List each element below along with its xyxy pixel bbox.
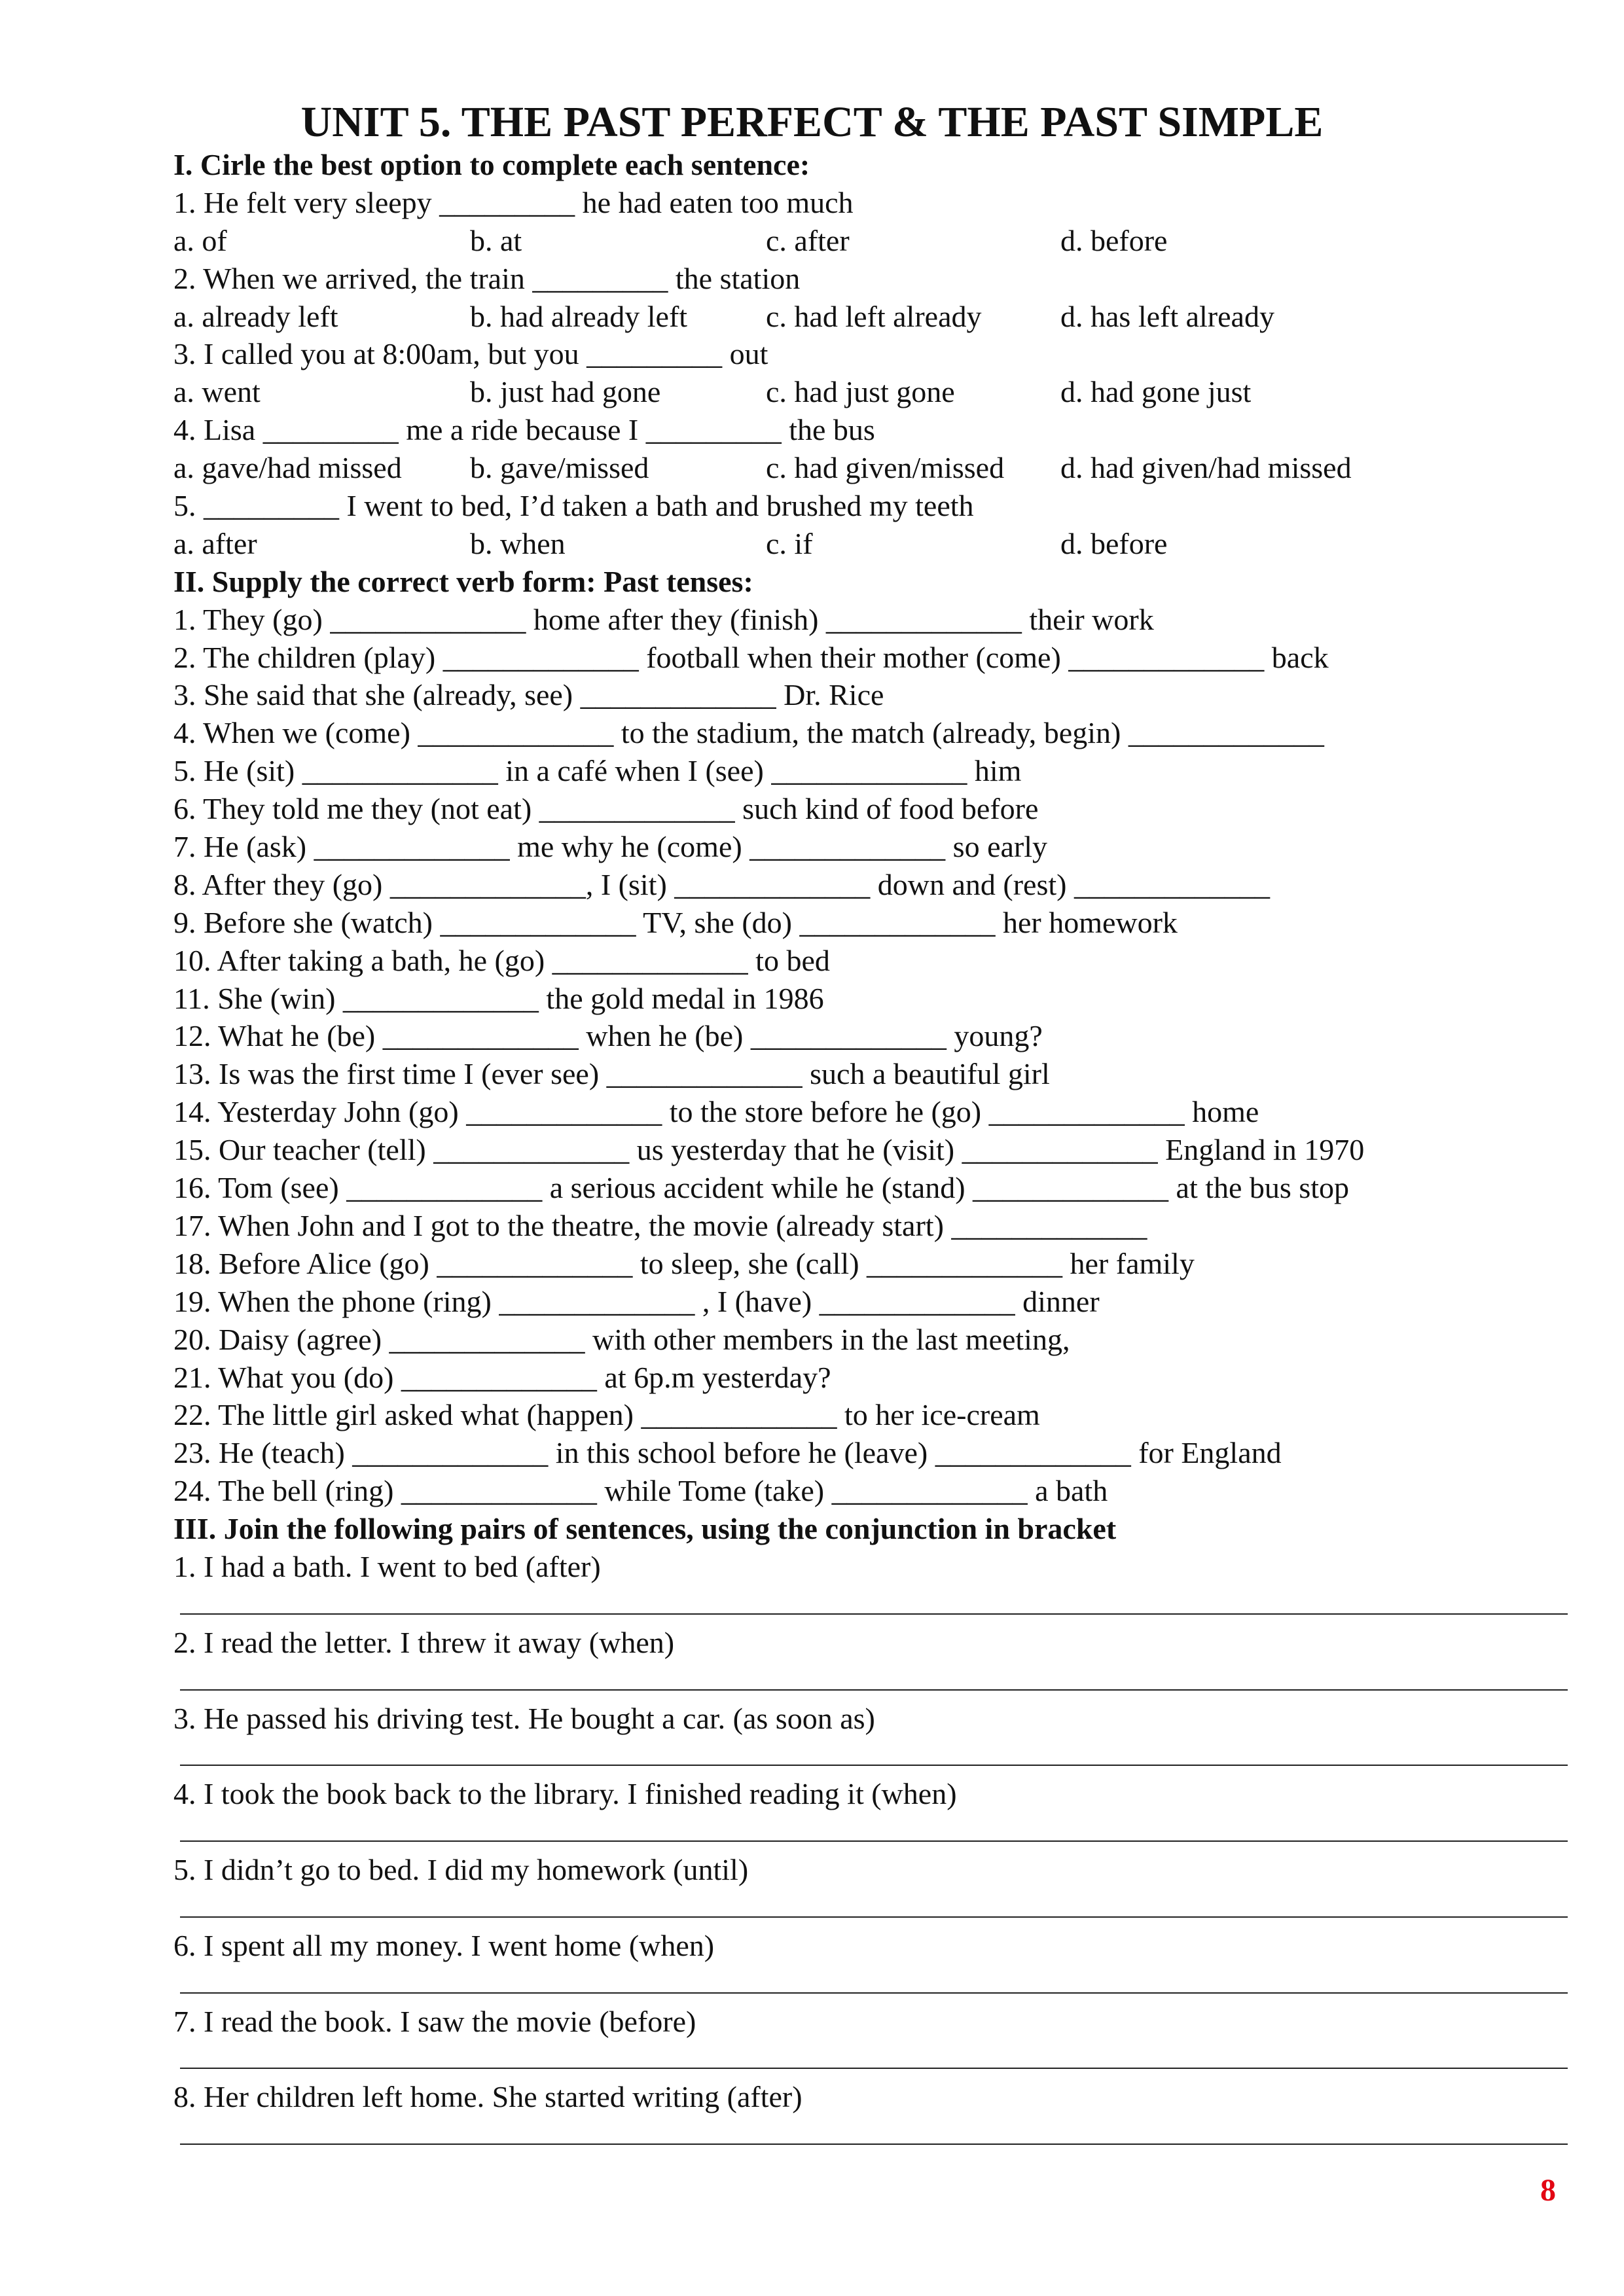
verb-exercise-item[interactable]: 14. Yesterday John (go) _____________ to the store before he (go) _____________ home [173, 1095, 1259, 1129]
answer-line[interactable] [173, 2116, 1561, 2154]
verb-exercise-item[interactable]: 12. What he (be) _____________ when he (be) _____________ young? [173, 1019, 1043, 1053]
join-sentence-prompt: 3. He passed his driving test. He bought a car. (as soon as) [173, 1701, 875, 1735]
page-number: 8 [1540, 2173, 1556, 2208]
mc-question-stem: 4. Lisa _________ me a ride because I _________ the bus [173, 413, 875, 447]
mc-options [173, 298, 1561, 336]
join-sentence-prompt: 6. I spent all my money. I went home (when) [173, 1928, 715, 1962]
answer-line[interactable] [173, 1586, 1561, 1624]
mc-option-a[interactable]: a. already left [173, 299, 338, 333]
verb-exercise-item[interactable]: 20. Daisy (agree) _____________ with other members in the last meeting, [173, 1322, 1070, 1356]
mc-options [173, 222, 1561, 260]
join-sentence-prompt: 4. I took the book back to the library. I finished reading it (when) [173, 1777, 957, 1811]
answer-line[interactable] [173, 2041, 1561, 2079]
verb-exercise-item[interactable]: 3. She said that she (already, see) _____________ Dr. Rice [173, 678, 884, 712]
verb-exercise-item[interactable]: 10. After taking a bath, he (go) _____________ to bed [173, 943, 830, 977]
verb-exercise-item[interactable]: 13. Is was the first time I (ever see) _____________ such a beautiful girl [173, 1057, 1050, 1091]
join-sentence-prompt: 8. Her children left home. She started writing (after) [173, 2080, 803, 2114]
join-sentence-prompt: 5. I didn’t go to bed. I did my homework (until) [173, 1853, 749, 1887]
verb-exercise-item[interactable]: 6. They told me they (not eat) _____________ such kind of food before [173, 792, 1039, 826]
join-sentence-prompt: 2. I read the letter. I threw it away (when) [173, 1625, 675, 1659]
answer-line[interactable] [173, 1662, 1561, 1700]
mc-option-a[interactable]: a. of [173, 223, 227, 257]
verb-exercise-item[interactable]: 8. After they (go) _____________, I (sit) _____________ down and (rest) _____________ [173, 867, 1270, 901]
mc-options [173, 449, 1561, 487]
verb-exercise-item[interactable]: 22. The little girl asked what (happen) _____________ to her ice-cream [173, 1398, 1040, 1432]
mc-option-c[interactable]: c. had just gone [766, 375, 955, 409]
mc-option-d[interactable]: d. had given/had missed [1060, 451, 1352, 485]
section-2-heading: II. Supply the correct verb form: Past tenses: [173, 564, 753, 598]
join-sentence-prompt: 1. I had a bath. I went to bed (after) [173, 1549, 601, 1583]
answer-line[interactable] [173, 1965, 1561, 2003]
verb-exercise-item[interactable]: 19. When the phone (ring) _____________ , I (have) _____________ dinner [173, 1284, 1100, 1318]
join-sentence-prompt: 7. I read the book. I saw the movie (before) [173, 2004, 696, 2038]
answer-line[interactable] [173, 1737, 1561, 1775]
mc-option-c[interactable]: c. had left already [766, 299, 982, 333]
section-1-heading: I. Cirle the best option to complete each sentence: [173, 148, 810, 181]
mc-option-d[interactable]: d. before [1060, 526, 1168, 560]
mc-options [173, 373, 1561, 411]
verb-exercise-item[interactable]: 7. He (ask) _____________ me why he (come) _____________ so early [173, 830, 1048, 864]
verb-exercise-item[interactable]: 23. He (teach) _____________ in this school before he (leave) _____________ for England [173, 1436, 1282, 1470]
mc-option-a[interactable]: a. gave/had missed [173, 451, 402, 485]
verb-exercise-item[interactable]: 16. Tom (see) _____________ a serious accident while he (stand) _____________ at the bus stop [173, 1171, 1349, 1205]
mc-option-b[interactable]: b. just had gone [470, 375, 661, 409]
mc-option-d[interactable]: d. before [1060, 223, 1168, 257]
mc-option-b[interactable]: b. had already left [470, 299, 688, 333]
mc-question-stem: 5. _________ I went to bed, I’d taken a bath and brushed my teeth [173, 489, 974, 523]
verb-exercise-item[interactable]: 24. The bell (ring) _____________ while Tome (take) _____________ a bath [173, 1474, 1108, 1508]
mc-option-c[interactable]: c. had given/missed [766, 451, 1005, 485]
verb-exercise-item[interactable]: 4. When we (come) _____________ to the stadium, the match (already, begin) _____________ [173, 716, 1324, 750]
worksheet-content [173, 146, 1561, 2154]
answer-line[interactable] [173, 1813, 1561, 1851]
verb-exercise-item[interactable]: 15. Our teacher (tell) _____________ us yesterday that he (visit) _____________ England in 1970 [173, 1133, 1365, 1167]
mc-option-c[interactable]: c. if [766, 526, 813, 560]
mc-option-b[interactable]: b. gave/missed [470, 451, 649, 485]
verb-exercise-item[interactable]: 11. She (win) _____________ the gold medal in 1986 [173, 981, 824, 1015]
page-title: UNIT 5. THE PAST PERFECT & THE PAST SIMPLE [300, 98, 1324, 146]
mc-option-a[interactable]: a. after [173, 526, 257, 560]
mc-option-d[interactable]: d. had gone just [1060, 375, 1252, 409]
verb-exercise-item[interactable]: 2. The children (play) _____________ football when their mother (come) _____________ back [173, 640, 1329, 674]
section-3-heading: III. Join the following pairs of sentences, using the conjunction in bracket [173, 1512, 1117, 1546]
mc-question-stem: 2. When we arrived, the train _________ the station [173, 261, 801, 295]
mc-question-stem: 3. I called you at 8:00am, but you _________ out [173, 337, 768, 371]
verb-exercise-item[interactable]: 5. He (sit) _____________ in a café when I (see) _____________ him [173, 754, 1022, 788]
mc-options [173, 525, 1561, 563]
verb-exercise-item[interactable]: 21. What you (do) _____________ at 6p.m yesterday? [173, 1360, 831, 1394]
mc-option-b[interactable]: b. at [470, 223, 522, 257]
verb-exercise-item[interactable]: 18. Before Alice (go) _____________ to sleep, she (call) _____________ her family [173, 1246, 1195, 1280]
verb-exercise-item[interactable]: 1. They (go) _____________ home after they (finish) _____________ their work [173, 602, 1154, 636]
mc-option-c[interactable]: c. after [766, 223, 850, 257]
mc-option-a[interactable]: a. went [173, 375, 261, 409]
mc-option-b[interactable]: b. when [470, 526, 566, 560]
verb-exercise-item[interactable]: 17. When John and I got to the theatre, the movie (already start) _____________ [173, 1208, 1147, 1242]
verb-exercise-item[interactable]: 9. Before she (watch) _____________ TV, she (do) _____________ her homework [173, 905, 1178, 939]
mc-question-stem: 1. He felt very sleepy _________ he had eaten too much [173, 185, 854, 219]
answer-line[interactable] [173, 1889, 1561, 1927]
mc-option-d[interactable]: d. has left already [1060, 299, 1274, 333]
